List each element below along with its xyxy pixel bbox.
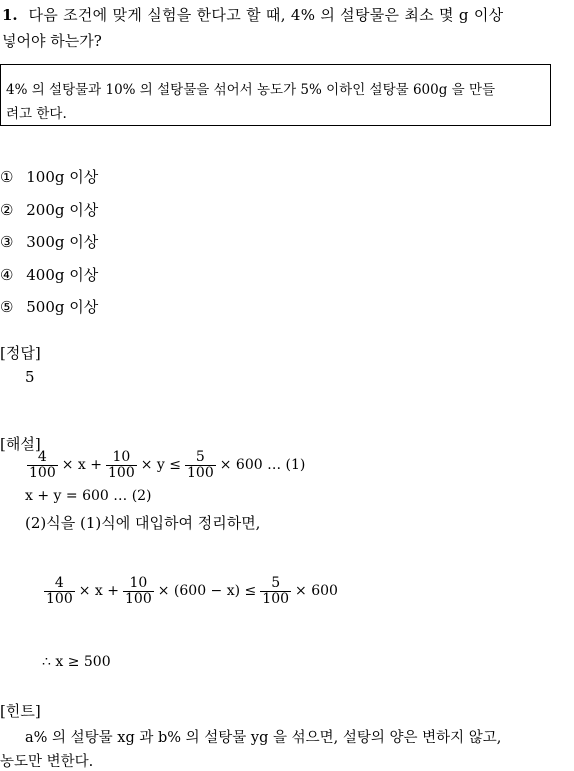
answer-label: [정답]: [0, 344, 41, 362]
option-text: 300g 이상: [26, 233, 99, 251]
solution-conclusion: ∴ x ≥ 500: [42, 654, 111, 670]
term: × y ≤: [140, 457, 182, 474]
hint-label: [힌트]: [0, 702, 41, 720]
solution-equation-2: x + y = 600 … (2): [25, 488, 152, 504]
term: × 600 … (1): [219, 457, 306, 474]
fraction: $\frac{5}{100}$: [187, 449, 214, 481]
condition-line-2: 려고 한다.: [6, 106, 67, 122]
option-marker: ①: [0, 168, 14, 186]
solution-equation-3: [42, 576, 338, 606]
fraction: $\frac{10}{100}$: [108, 449, 135, 481]
term: × x +: [78, 583, 119, 600]
option-marker: ⑤: [0, 298, 14, 316]
hint-line-2: 농도만 변한다.: [0, 754, 94, 770]
fraction: $\frac{4}{100}$: [29, 449, 56, 481]
option-1[interactable]: [0, 166, 98, 187]
answer-value: 5: [25, 368, 35, 386]
question-number: 1.: [2, 6, 18, 24]
option-2[interactable]: [0, 199, 98, 220]
option-marker: ②: [0, 201, 14, 219]
option-4[interactable]: [0, 264, 98, 285]
solution-label: [해설]: [0, 435, 41, 453]
term: × x +: [61, 457, 102, 474]
solution-text: (2)식을 (1)식에 대입하여 정리하면,: [25, 514, 261, 532]
option-text: 200g 이상: [26, 201, 99, 219]
fraction: $\frac{5}{100}$: [262, 575, 290, 607]
option-5[interactable]: [0, 296, 98, 317]
condition-line-1: 4% 의 설탕물과 10% 의 설탕물을 섞어서 농도가 5% 이하인 설탕물 600g 을 만들: [6, 82, 496, 98]
option-text: 500g 이상: [26, 298, 99, 316]
term: × 600: [295, 583, 338, 600]
fraction: $\frac{4}{100}$: [46, 575, 73, 607]
option-text: 400g 이상: [26, 266, 99, 284]
question-text-1: 다음 조건에 맞게 실험을 한다고 할 때, 4% 의 설탕물은 최소 몇 g 이상: [28, 6, 504, 24]
fraction: $\frac{10}{100}$: [125, 575, 152, 607]
question-line-1: [2, 4, 503, 25]
hint-line-1: a% 의 설탕물 xg 과 b% 의 설탕물 yg 을 섞으면, 설탕의 양은 변하지 않고,: [25, 730, 502, 746]
option-text: 100g 이상: [26, 168, 99, 186]
option-marker: ③: [0, 233, 14, 251]
question-line-2: 넣어야 하는가?: [2, 32, 102, 50]
option-marker: ④: [0, 266, 14, 284]
option-3[interactable]: [0, 231, 98, 252]
solution-equation-1: [25, 450, 305, 480]
term: × (600 − x) ≤: [157, 583, 257, 600]
